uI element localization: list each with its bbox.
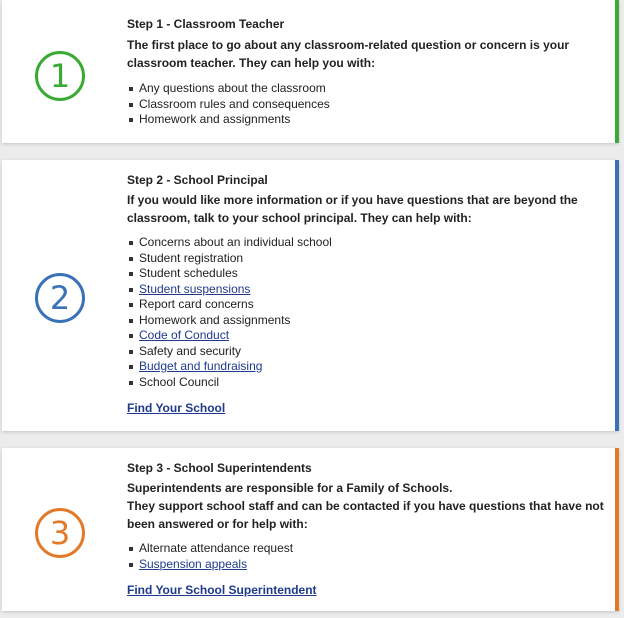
step-3-accent-bar <box>615 448 619 611</box>
budget-and-fundraising-link[interactable]: Budget and fundraising <box>139 359 263 373</box>
find-your-school-superintendent-link[interactable]: Find Your School Superintendent <box>127 583 317 597</box>
step-2-number-icon: 2 <box>35 273 85 323</box>
step-3-intro <box>127 479 605 533</box>
list-item: Safety and security <box>127 344 605 360</box>
step-3-intro-line-1: Superintendents are responsible for a Family of Schools. <box>127 481 453 495</box>
step-3-list <box>127 541 605 572</box>
list-item: Homework and assignments <box>127 112 605 128</box>
step-3-title: Step 3 - School Superintendents <box>127 461 312 475</box>
step-2-list <box>127 235 605 390</box>
list-item <box>127 557 605 573</box>
step-1-number-icon: 1 <box>35 51 85 101</box>
suspension-appeals-link[interactable]: Suspension appeals <box>139 556 248 571</box>
find-your-school-link[interactable]: Find Your School <box>127 401 226 415</box>
list-item <box>127 359 605 375</box>
list-item: Homework and assignments <box>127 313 605 329</box>
student-suspensions-link[interactable]: Student suspensions <box>139 281 251 296</box>
list-item: Student schedules <box>127 266 605 282</box>
list-item <box>127 328 605 344</box>
list-item: Concerns about an individual school <box>127 235 605 251</box>
step-2-intro: If you would like more information or if you have questions that are beyond the classroom, talk to your school principal. They can help with: <box>127 193 578 225</box>
list-item <box>127 282 605 298</box>
step-1-intro: The first place to go about any classroom-related question or concern is your classroom teacher. They can help you with: <box>127 38 570 70</box>
list-item: Classroom rules and consequences <box>127 97 605 113</box>
step-3-number-icon: 3 <box>35 508 85 558</box>
step-1-list <box>127 81 605 128</box>
step-3-intro-line-2: They support school staff and can be contacted if you have questions that have not been answered or for help with: <box>127 499 604 531</box>
code-of-conduct-link[interactable]: Code of Conduct <box>139 328 230 342</box>
step-2-card <box>2 160 619 431</box>
list-item: Alternate attendance request <box>127 541 605 557</box>
list-item: Report card concerns <box>127 297 605 313</box>
step-1-accent-bar <box>615 0 619 143</box>
step-2-accent-bar <box>615 160 619 431</box>
step-2-title: Step 2 - School Principal <box>127 173 268 187</box>
list-item: School Council <box>127 375 605 391</box>
step-1-title: Step 1 - Classroom Teacher <box>127 17 285 31</box>
list-item: Any questions about the classroom <box>127 81 605 97</box>
list-item: Student registration <box>127 251 605 267</box>
step-3-card <box>2 448 619 611</box>
step-1-card <box>2 0 619 143</box>
